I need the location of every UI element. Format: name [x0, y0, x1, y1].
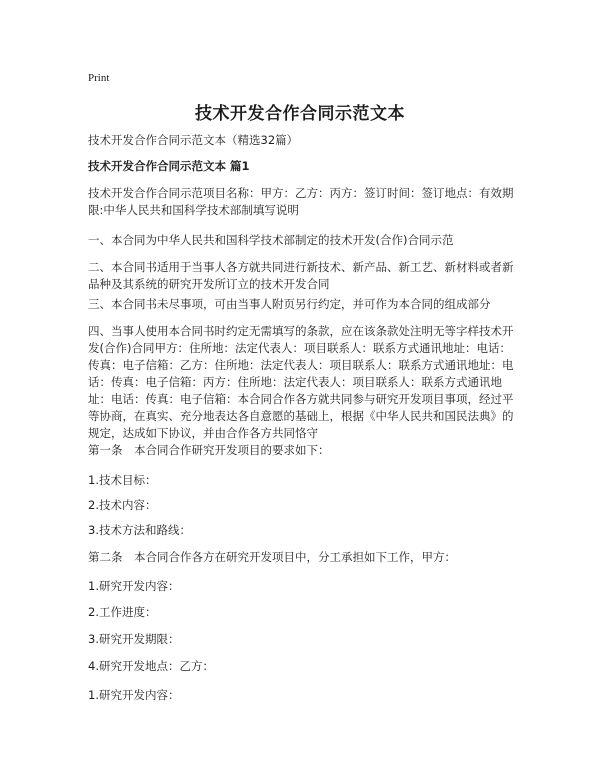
article-1-item: 2.技术内容： [88, 498, 157, 512]
article-2-heading: 第二条 本合同合作各方在研究开发项目中，分工承担如下工作，甲方： [88, 550, 456, 564]
document-subtitle: 技术开发合作合同示范文本（精选32篇） [88, 133, 299, 147]
article-2-item: 3.研究开发期限： [88, 632, 180, 646]
paragraph-project-info: 技术开发合作合同示范项目名称：甲方：乙方：丙方：签订时间：签订地点：有效期限:中华人民共和国科学技术部制填写说明 [88, 186, 514, 217]
paragraph-note-2: 二、本合同书适用于当事人各方就共同进行新技术、新产品、新工艺、新材料或者新品种及其系统的研究开发所订立的技术开发合同 [88, 260, 514, 291]
article-2-item: 1.研究开发内容： [88, 688, 180, 702]
article-1-item: 3.技术方法和路线： [88, 523, 191, 537]
paragraph-note-1: 一、本合同为中华人民共和国科学技术部制定的技术开发(合作)合同示范 [88, 233, 454, 247]
article-1-heading: 第一条 本合同合作研究开发项目的要求如下： [88, 443, 330, 457]
article-2-item: 2.工作进度： [88, 605, 157, 619]
section-heading: 技术开发合作合同示范文本 篇1 [88, 159, 250, 173]
article-2-item: 4.研究开发地点：乙方： [88, 659, 214, 673]
article-1-item: 1.技术目标： [88, 473, 157, 487]
document-title: 技术开发合作合同示范文本 [195, 104, 405, 124]
paragraph-note-4: 四、当事人使用本合同书时约定无需填写的条款，应在该条款处注明无等字样技术开发(合作)合同甲方：住所地：法定代表人：项目联系人：联系方式通讯地址：电话：传真：电子信箱：乙方：住所地：法定代表人：项目联系人：联系方式通讯地址：电话：传真：电子信箱：丙方：住所地：法定代表人：项目联系人：联系方式通讯地址：电话：传真：电子信箱：本合同合作各方就共同参与研究开发项目事项，经过平等协商，在真实、充分地表达各自意愿的基础上，根据《中华人民共和国民法典》的规定，达成如下协议，并由合作各方共同恪守 [88, 324, 514, 440]
article-2-item: 1.研究开发内容： [88, 579, 180, 593]
print-label[interactable]: Print [88, 72, 110, 84]
paragraph-note-3: 三、本合同书未尽事项，可由当事人附页另行约定，并可作为本合同的组成部分 [88, 297, 491, 311]
